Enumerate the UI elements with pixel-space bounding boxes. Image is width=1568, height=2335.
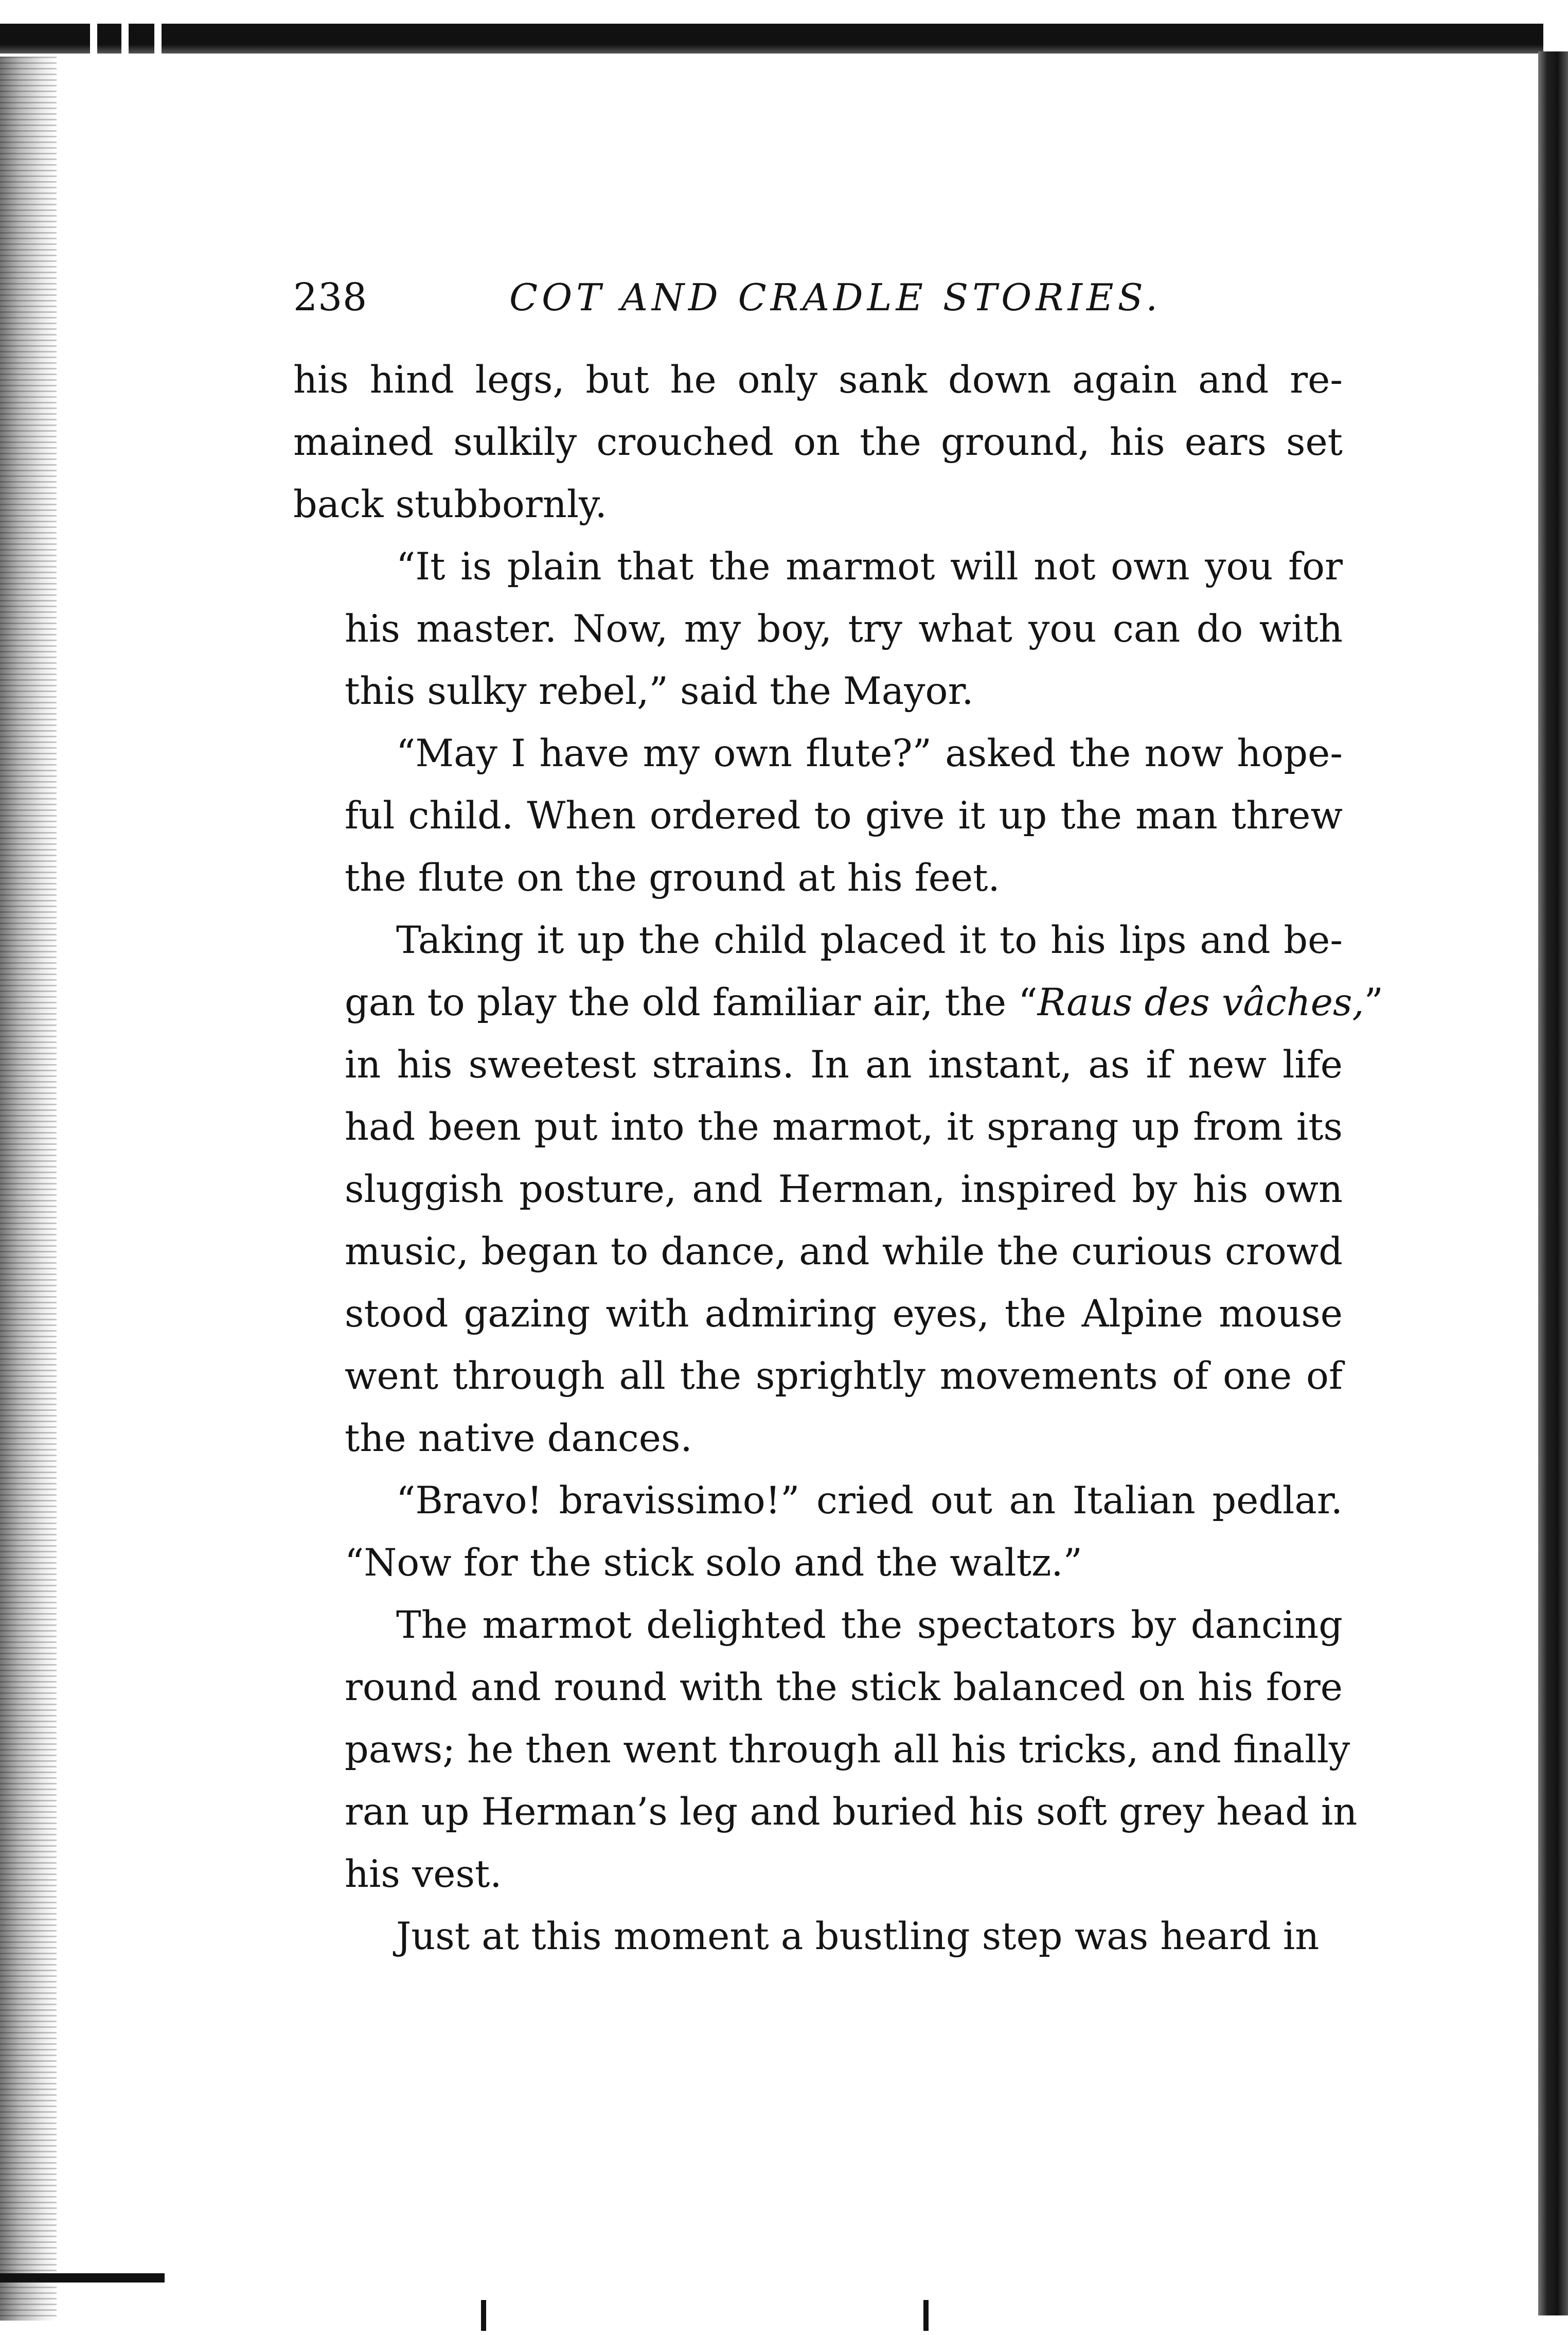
text-line: “Now for the stick solo and the waltz.” xyxy=(345,1541,1082,1585)
text-line: paws; he then went through all his tricks, and finally xyxy=(345,1728,1350,1772)
body-text xyxy=(293,349,1383,1968)
text-line: “Bravo! bravissimo!” cried out an Italian pedlar. xyxy=(396,1479,1343,1523)
paragraph xyxy=(293,1905,1343,1968)
text-line: the flute on the ground at his feet. xyxy=(345,856,1000,900)
scan-crop-mark xyxy=(923,2300,929,2331)
text-line: had been put into the marmot, it sprang up from its xyxy=(345,1105,1343,1149)
text-line: mained sulkily crouched on the ground, his ears set xyxy=(293,420,1343,464)
scan-bottom-border xyxy=(0,2273,165,2283)
text-line: ran up Herman’s leg and buried his soft grey head in xyxy=(345,1790,1358,1834)
scan-border-gap xyxy=(90,24,97,54)
text-line: Taking it up the child placed it to his lips and be- xyxy=(396,918,1343,962)
text-line: ful child. When ordered to give it up the man threw xyxy=(345,794,1343,838)
paragraph xyxy=(293,349,1343,536)
text-line: gan to play the old familiar air, the “Raus des vâches,” xyxy=(345,981,1383,1024)
text-line: in his sweetest strains. In an instant, as if new life xyxy=(345,1043,1343,1087)
scan-left-border xyxy=(0,57,57,2321)
text-line: Just at this moment a bustling step was heard in xyxy=(396,1915,1320,1958)
paragraph xyxy=(293,536,1343,722)
text-line: round and round with the stick balanced on his fore xyxy=(345,1666,1343,1709)
paragraph xyxy=(293,909,1383,1470)
text-line: The marmot delighted the spectators by dancing xyxy=(396,1603,1343,1647)
song-title: Raus des vâches, xyxy=(1037,981,1364,1024)
book-page xyxy=(293,268,1383,1968)
paragraph xyxy=(293,1470,1343,1594)
scan-crop-mark xyxy=(481,2300,486,2331)
running-head xyxy=(293,268,1343,329)
text-line: sluggish posture, and Herman, inspired by his own xyxy=(345,1168,1343,1211)
text-line: back stubbornly. xyxy=(293,483,607,526)
paragraph xyxy=(293,1594,1358,1905)
scan-border-gap xyxy=(121,24,129,54)
scan-right-border xyxy=(1538,51,1568,2315)
text-line: “It is plain that the marmot will not own you for xyxy=(396,545,1343,589)
text-line: stood gazing with admiring eyes, the Alpine mouse xyxy=(345,1292,1343,1336)
page-number: 238 xyxy=(293,275,368,320)
text-line: his master. Now, my boy, try what you can do with xyxy=(345,607,1343,651)
scan-top-border xyxy=(0,24,1543,54)
text-line: the native dances. xyxy=(345,1417,692,1460)
paragraph xyxy=(293,722,1343,909)
running-title: COT AND CRADLE STORIES. xyxy=(509,276,1162,319)
text-line: his hind legs, but he only sank down again and re- xyxy=(293,358,1343,402)
text-line: went through all the sprightly movements of one of xyxy=(345,1354,1343,1398)
text-line: his vest. xyxy=(345,1852,502,1896)
scan-border-gap xyxy=(154,24,162,54)
text-line: this sulky rebel,” said the Mayor. xyxy=(345,669,974,713)
text-line: music, began to dance, and while the curious crowd xyxy=(345,1230,1343,1273)
text-line: “May I have my own flute?” asked the now hope- xyxy=(396,732,1343,775)
